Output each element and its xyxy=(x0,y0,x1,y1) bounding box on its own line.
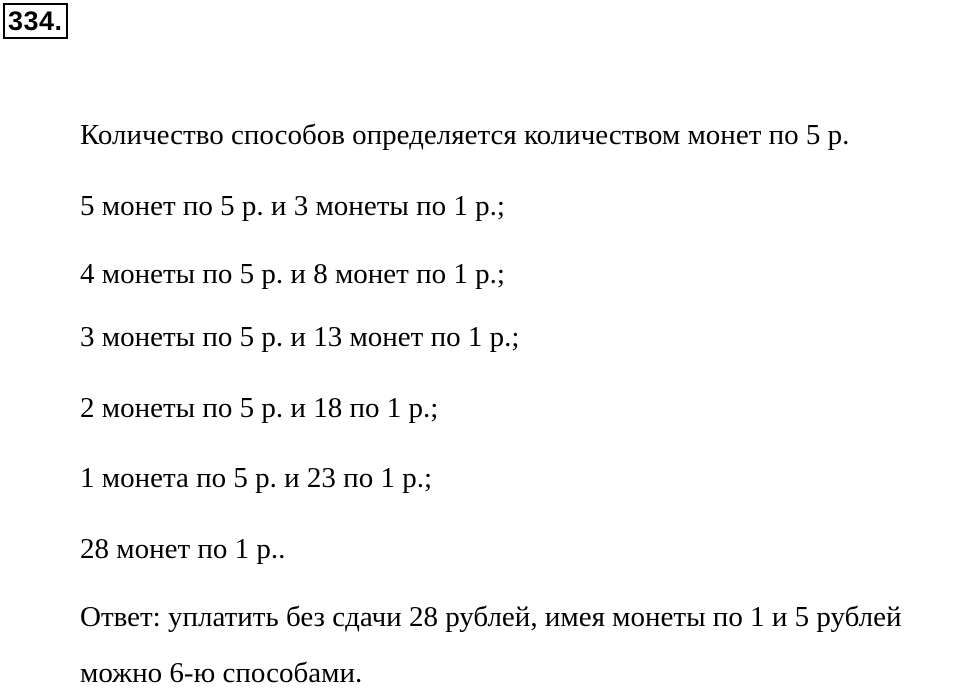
text-line-option-5: 1 монета по 5 р. и 23 по 1 р.; xyxy=(80,462,433,494)
text-line-option-6: 28 монет по 1 р.. xyxy=(80,533,286,565)
text-line-option-4: 2 монеты по 5 р. и 18 по 1 р.; xyxy=(80,392,439,424)
text-line-option-3: 3 монеты по 5 р. и 13 монет по 1 р.; xyxy=(80,321,520,353)
problem-number: 334. xyxy=(3,3,68,39)
text-line-option-2: 4 монеты по 5 р. и 8 монет по 1 р.; xyxy=(80,258,505,290)
answer-line-1: Ответ: уплатить без сдачи 28 рублей, имея монеты по 1 и 5 рублей xyxy=(80,601,902,633)
text-line-option-1: 5 монет по 5 р. и 3 монеты по 1 р.; xyxy=(80,190,505,222)
answer-line-2: можно 6-ю способами. xyxy=(80,657,363,689)
text-line-intro: Количество способов определяется количеством монет по 5 р. xyxy=(80,119,850,151)
